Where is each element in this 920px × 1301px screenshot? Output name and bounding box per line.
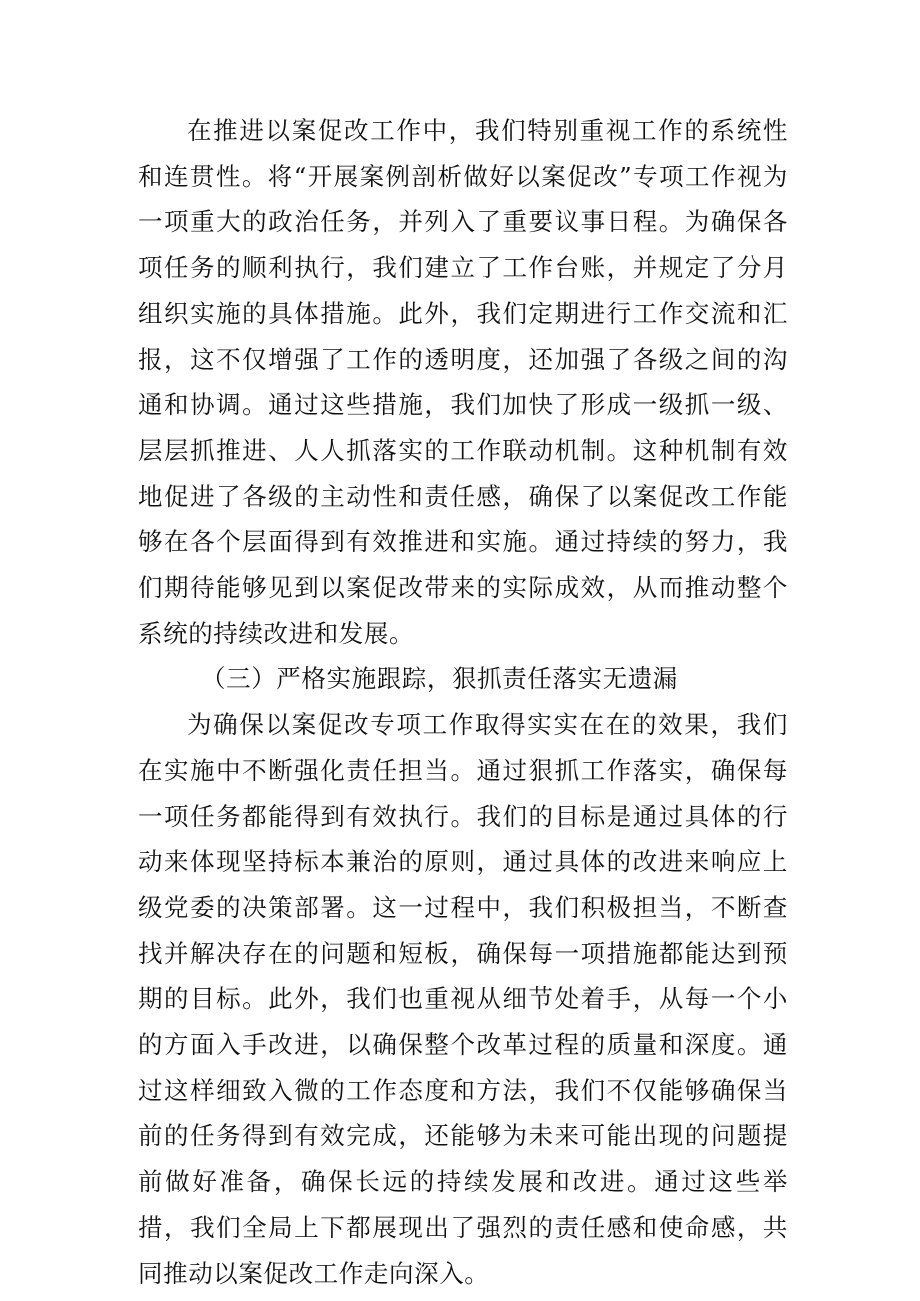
document-body [138,108,788,1296]
section-heading: （三）严格实施跟踪，狠抓责任落实无遗漏 [201,664,678,694]
body-paragraph-2: 为确保以案促改专项工作取得实实在在的效果，我们在实施中不断强化责任担当。通过狠抓工作落实，确保每一项任务都能得到有效执行。我们的目标是通过具体的行动来体现坚持标本兼治的原则，通过具体的改进来响应上级党委的决策部署。这一过程中，我们积极担当，不断查找并解决存在的问题和短板，确保每一项措施都能达到预期的目标。此外，我们也重视从细节处着手，从每一个小的方面入手改进，以确保整个改革过程的质量和深度。通过这样细致入微的工作态度和方法，我们不仅能够确保当前的任务得到有效完成，还能够为未来可能出现的问题提前做好准备，确保长远的持续发展和改进。通过这些举措，我们全局上下都展现出了强烈的责任感和使命感，共同推动以案促改工作走向深入。 [138,710,788,1288]
body-paragraph-1: 在推进以案促改工作中，我们特别重视工作的系统性和连贯性。将“开展案例剖析做好以案促改”专项工作视为一项重大的政治任务，并列入了重要议事日程。为确保各项任务的顺利执行，我们建立了工作台账，并规定了分月组织实施的具体措施。此外，我们定期进行工作交流和汇报，这不仅增强了工作的透明度，还加强了各级之间的沟通和协调。通过这些措施，我们加快了形成一级抓一级、层层抓推进、人人抓落实的工作联动机制。这种机制有效地促进了各级的主动性和责任感，确保了以案促改工作能够在各个层面得到有效推进和实施。通过持续的努力，我们期待能够见到以案促改带来的实际成效，从而推动整个系统的持续改进和发展。 [138,116,788,648]
